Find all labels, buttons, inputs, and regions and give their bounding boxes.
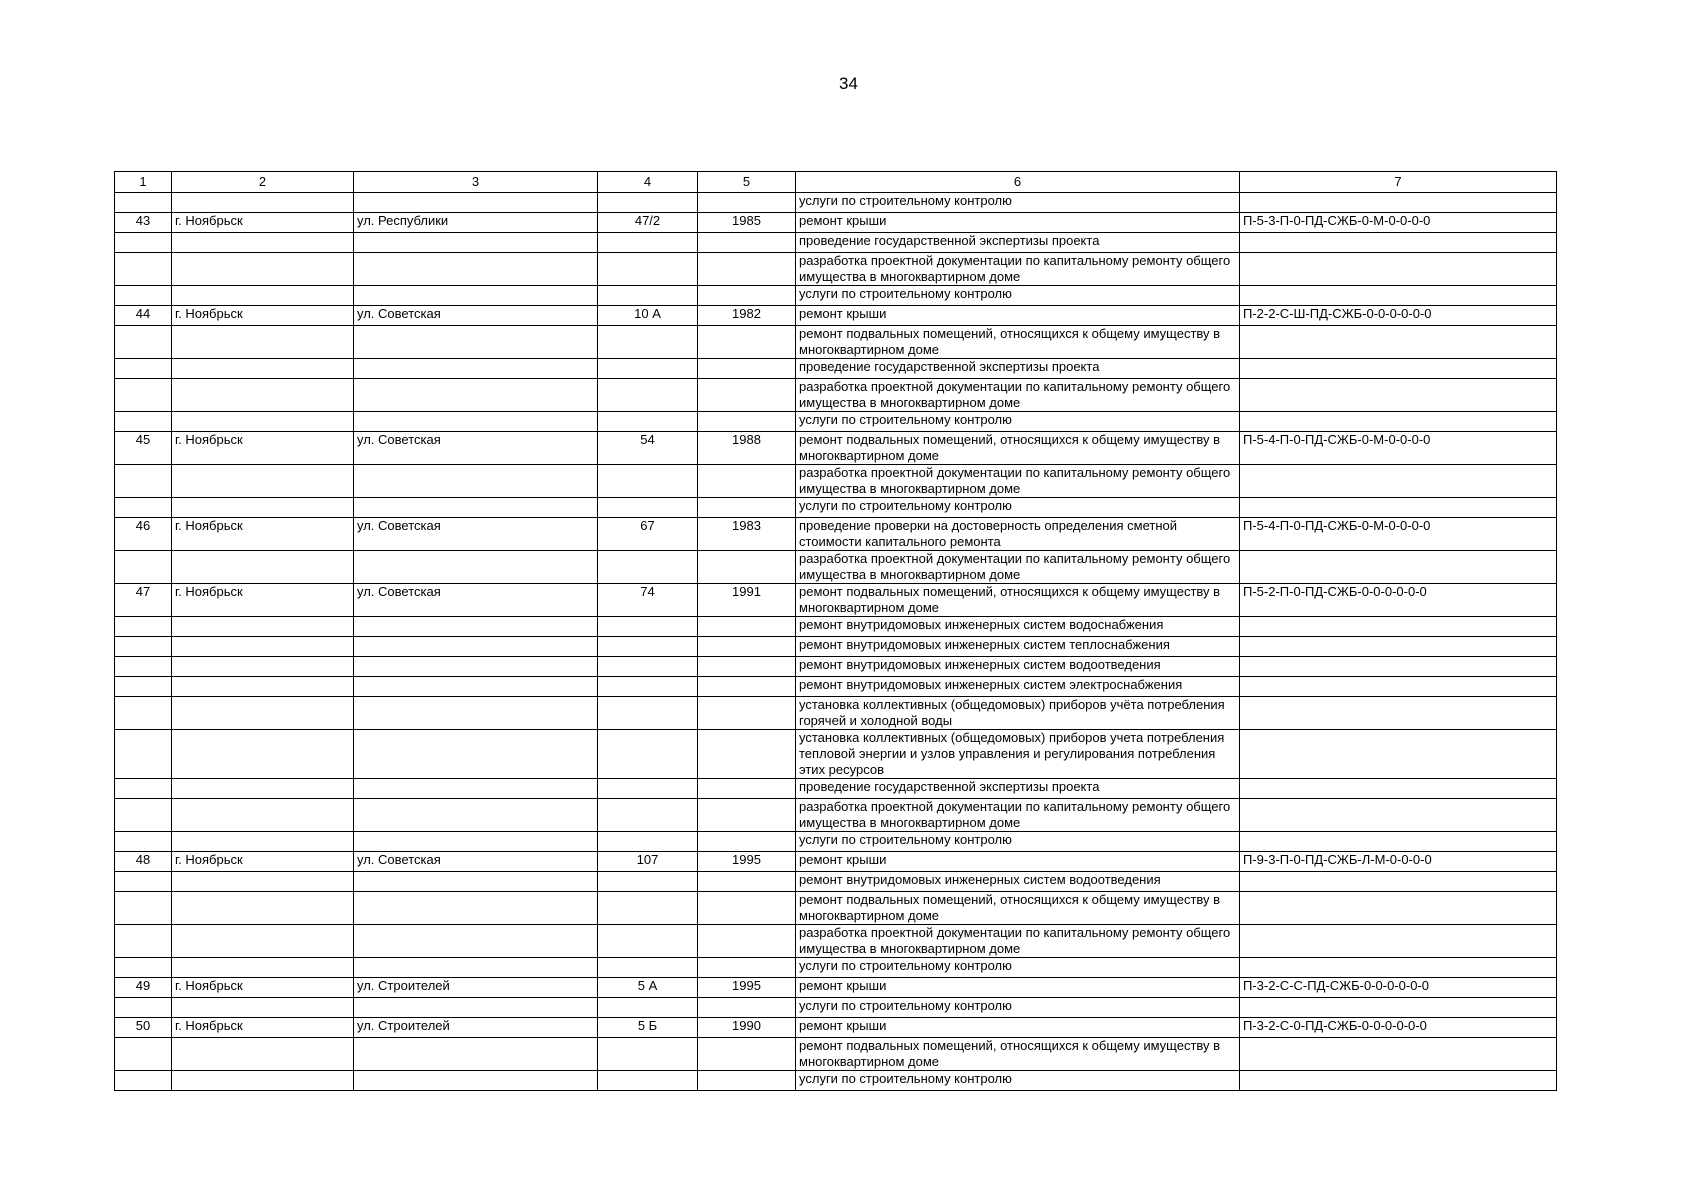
row-number (115, 892, 172, 925)
building-code-cell (1240, 637, 1557, 657)
table-row (115, 432, 1557, 465)
house-number-cell (598, 799, 698, 832)
house-number-cell (598, 958, 698, 978)
row-number (115, 1038, 172, 1071)
house-number-cell: 5 А (598, 978, 698, 998)
work-type-cell: ремонт подвальных помещений, относящихся к общему имуществу в многоквартирном доме (796, 584, 1240, 617)
city-cell (172, 1071, 354, 1091)
street-cell (354, 498, 598, 518)
table-row (115, 697, 1557, 730)
table-row (115, 617, 1557, 637)
street-cell (354, 193, 598, 213)
city-cell (172, 637, 354, 657)
year-built-cell (698, 799, 796, 832)
building-code-cell (1240, 551, 1557, 584)
year-built-cell (698, 730, 796, 779)
city-cell (172, 779, 354, 799)
city-cell: г. Ноябрьск (172, 518, 354, 551)
row-number (115, 657, 172, 677)
street-cell (354, 412, 598, 432)
row-number: 45 (115, 432, 172, 465)
city-cell (172, 1038, 354, 1071)
city-cell (172, 286, 354, 306)
row-number (115, 832, 172, 852)
row-number: 46 (115, 518, 172, 551)
building-code-cell (1240, 925, 1557, 958)
house-number-cell (598, 730, 698, 779)
street-cell (354, 1038, 598, 1071)
year-built-cell (698, 379, 796, 412)
building-code-cell (1240, 779, 1557, 799)
house-number-cell (598, 465, 698, 498)
street-cell (354, 379, 598, 412)
year-built-cell (698, 1071, 796, 1091)
street-cell (354, 697, 598, 730)
street-cell (354, 779, 598, 799)
work-type-cell: ремонт подвальных помещений, относящихся к общему имуществу в многоквартирном доме (796, 326, 1240, 359)
street-cell (354, 326, 598, 359)
street-cell (354, 892, 598, 925)
work-type-cell: ремонт крыши (796, 978, 1240, 998)
building-code-cell: П-5-3-П-0-ПД-СЖБ-0-М-0-0-0-0 (1240, 213, 1557, 233)
house-number-cell (598, 233, 698, 253)
street-cell (354, 677, 598, 697)
table-row (115, 359, 1557, 379)
row-number (115, 998, 172, 1018)
year-built-cell (698, 498, 796, 518)
house-number-cell (598, 637, 698, 657)
street-cell (354, 799, 598, 832)
building-code-cell (1240, 697, 1557, 730)
house-number-cell (598, 286, 698, 306)
year-built-cell (698, 637, 796, 657)
work-type-cell: ремонт крыши (796, 213, 1240, 233)
building-code-cell (1240, 326, 1557, 359)
table-row (115, 213, 1557, 233)
table-row (115, 518, 1557, 551)
building-code-cell (1240, 1038, 1557, 1071)
table-row (115, 892, 1557, 925)
table-row (115, 958, 1557, 978)
row-number (115, 958, 172, 978)
year-built-cell (698, 697, 796, 730)
work-type-cell: услуги по строительному контролю (796, 412, 1240, 432)
table-row (115, 872, 1557, 892)
table-row (115, 978, 1557, 998)
table-row (115, 1071, 1557, 1091)
year-built-cell (698, 359, 796, 379)
row-number (115, 193, 172, 213)
street-cell: ул. Советская (354, 432, 598, 465)
street-cell (354, 730, 598, 779)
building-code-cell: П-5-4-П-0-ПД-СЖБ-0-М-0-0-0-0 (1240, 432, 1557, 465)
year-built-cell: 1988 (698, 432, 796, 465)
building-code-cell (1240, 677, 1557, 697)
year-built-cell (698, 193, 796, 213)
work-type-cell: ремонт внутридомовых инженерных систем теплоснабжения (796, 637, 1240, 657)
table-row (115, 551, 1557, 584)
street-cell (354, 1071, 598, 1091)
building-code-cell (1240, 998, 1557, 1018)
house-number-cell: 67 (598, 518, 698, 551)
street-cell: ул. Советская (354, 518, 598, 551)
column-header-3: 3 (354, 172, 598, 193)
table-body (115, 193, 1557, 1091)
building-code-cell (1240, 253, 1557, 286)
year-built-cell (698, 872, 796, 892)
city-cell (172, 730, 354, 779)
row-number (115, 551, 172, 584)
work-type-cell: услуги по строительному контролю (796, 998, 1240, 1018)
year-built-cell (698, 998, 796, 1018)
table-row (115, 253, 1557, 286)
city-cell (172, 872, 354, 892)
street-cell: ул. Строителей (354, 978, 598, 998)
city-cell (172, 253, 354, 286)
work-type-cell: услуги по строительному контролю (796, 498, 1240, 518)
year-built-cell: 1982 (698, 306, 796, 326)
house-number-cell (598, 253, 698, 286)
work-type-cell: проведение государственной экспертизы проекта (796, 779, 1240, 799)
table-row (115, 677, 1557, 697)
work-type-cell: разработка проектной документации по капитальному ремонту общего имущества в многоквартирном доме (796, 379, 1240, 412)
city-cell (172, 412, 354, 432)
row-number (115, 465, 172, 498)
building-code-cell: П-2-2-С-Ш-ПД-СЖБ-0-0-0-0-0-0 (1240, 306, 1557, 326)
row-number (115, 617, 172, 637)
year-built-cell (698, 412, 796, 432)
building-code-cell (1240, 617, 1557, 637)
house-number-cell (598, 779, 698, 799)
work-type-cell: проведение проверки на достоверность определения сметной стоимости капитального ремонта (796, 518, 1240, 551)
row-number (115, 253, 172, 286)
row-number (115, 1071, 172, 1091)
row-number (115, 326, 172, 359)
house-number-cell (598, 326, 698, 359)
building-code-cell (1240, 286, 1557, 306)
building-code-cell (1240, 233, 1557, 253)
table-row (115, 637, 1557, 657)
work-type-cell: проведение государственной экспертизы проекта (796, 233, 1240, 253)
house-number-cell (598, 359, 698, 379)
year-built-cell (698, 551, 796, 584)
year-built-cell (698, 779, 796, 799)
work-type-cell: услуги по строительному контролю (796, 1071, 1240, 1091)
table-row (115, 306, 1557, 326)
row-number (115, 379, 172, 412)
work-type-cell: ремонт крыши (796, 1018, 1240, 1038)
row-number (115, 872, 172, 892)
house-number-cell (598, 925, 698, 958)
work-type-cell: услуги по строительному контролю (796, 832, 1240, 852)
street-cell (354, 359, 598, 379)
building-code-cell (1240, 730, 1557, 779)
year-built-cell: 1985 (698, 213, 796, 233)
header-row (115, 172, 1557, 193)
house-number-cell (598, 498, 698, 518)
building-code-cell (1240, 498, 1557, 518)
year-built-cell (698, 958, 796, 978)
work-type-cell: ремонт крыши (796, 306, 1240, 326)
city-cell (172, 832, 354, 852)
table-row (115, 498, 1557, 518)
street-cell (354, 832, 598, 852)
table-row (115, 412, 1557, 432)
row-number: 43 (115, 213, 172, 233)
row-number: 44 (115, 306, 172, 326)
table-row (115, 379, 1557, 412)
work-type-cell: ремонт внутридомовых инженерных систем водоотведения (796, 657, 1240, 677)
work-type-cell: ремонт подвальных помещений, относящихся к общему имуществу в многоквартирном доме (796, 892, 1240, 925)
work-type-cell: ремонт подвальных помещений, относящихся к общему имуществу в многоквартирном доме (796, 432, 1240, 465)
building-code-cell (1240, 958, 1557, 978)
work-type-cell: установка коллективных (общедомовых) приборов учёта потребления горячей и холодной воды (796, 697, 1240, 730)
street-cell (354, 286, 598, 306)
street-cell: ул. Советская (354, 306, 598, 326)
building-code-cell: П-9-3-П-0-ПД-СЖБ-Л-М-0-0-0-0 (1240, 852, 1557, 872)
house-number-cell (598, 551, 698, 584)
work-type-cell: ремонт внутридомовых инженерных систем водоснабжения (796, 617, 1240, 637)
city-cell (172, 359, 354, 379)
street-cell: ул. Республики (354, 213, 598, 233)
building-code-cell (1240, 657, 1557, 677)
repair-program-table (114, 171, 1557, 1091)
row-number (115, 799, 172, 832)
row-number (115, 412, 172, 432)
table-row (115, 193, 1557, 213)
row-number (115, 730, 172, 779)
year-built-cell: 1995 (698, 978, 796, 998)
row-number (115, 779, 172, 799)
house-number-cell (598, 1038, 698, 1071)
column-header-6: 6 (796, 172, 1240, 193)
year-built-cell (698, 465, 796, 498)
building-code-cell (1240, 193, 1557, 213)
work-type-cell: ремонт внутридомовых инженерных систем электроснабжения (796, 677, 1240, 697)
work-type-cell: разработка проектной документации по капитальному ремонту общего имущества в многоквартирном доме (796, 465, 1240, 498)
house-number-cell: 10 А (598, 306, 698, 326)
row-number (115, 498, 172, 518)
house-number-cell: 5 Б (598, 1018, 698, 1038)
table-row (115, 779, 1557, 799)
building-code-cell (1240, 872, 1557, 892)
year-built-cell (698, 832, 796, 852)
house-number-cell (598, 379, 698, 412)
year-built-cell: 1990 (698, 1018, 796, 1038)
city-cell (172, 379, 354, 412)
street-cell (354, 872, 598, 892)
street-cell (354, 925, 598, 958)
city-cell: г. Ноябрьск (172, 1018, 354, 1038)
house-number-cell (598, 872, 698, 892)
year-built-cell (698, 1038, 796, 1071)
row-number: 49 (115, 978, 172, 998)
table-row (115, 233, 1557, 253)
city-cell (172, 233, 354, 253)
table-row (115, 465, 1557, 498)
building-code-cell (1240, 359, 1557, 379)
house-number-cell: 74 (598, 584, 698, 617)
work-type-cell: разработка проектной документации по капитальному ремонту общего имущества в многоквартирном доме (796, 551, 1240, 584)
street-cell (354, 958, 598, 978)
house-number-cell (598, 892, 698, 925)
table-row (115, 657, 1557, 677)
table-row (115, 832, 1557, 852)
house-number-cell (598, 697, 698, 730)
city-cell (172, 657, 354, 677)
work-type-cell: разработка проектной документации по капитальному ремонту общего имущества в многоквартирном доме (796, 799, 1240, 832)
work-type-cell: услуги по строительному контролю (796, 286, 1240, 306)
year-built-cell (698, 657, 796, 677)
table-row (115, 1018, 1557, 1038)
year-built-cell (698, 617, 796, 637)
row-number (115, 677, 172, 697)
city-cell: г. Ноябрьск (172, 213, 354, 233)
table-row (115, 584, 1557, 617)
work-type-cell: услуги по строительному контролю (796, 193, 1240, 213)
column-header-7: 7 (1240, 172, 1557, 193)
house-number-cell (598, 657, 698, 677)
row-number: 47 (115, 584, 172, 617)
building-code-cell: П-3-2-С-0-ПД-СЖБ-0-0-0-0-0-0 (1240, 1018, 1557, 1038)
street-cell (354, 253, 598, 286)
building-code-cell: П-5-4-П-0-ПД-СЖБ-0-М-0-0-0-0 (1240, 518, 1557, 551)
row-number: 48 (115, 852, 172, 872)
city-cell: г. Ноябрьск (172, 978, 354, 998)
house-number-cell (598, 832, 698, 852)
row-number: 50 (115, 1018, 172, 1038)
table-row (115, 852, 1557, 872)
work-type-cell: ремонт подвальных помещений, относящихся к общему имуществу в многоквартирном доме (796, 1038, 1240, 1071)
city-cell: г. Ноябрьск (172, 852, 354, 872)
house-number-cell: 47/2 (598, 213, 698, 233)
row-number (115, 359, 172, 379)
column-header-5: 5 (698, 172, 796, 193)
row-number (115, 233, 172, 253)
table-row (115, 286, 1557, 306)
year-built-cell (698, 677, 796, 697)
column-header-1: 1 (115, 172, 172, 193)
city-cell (172, 697, 354, 730)
row-number (115, 697, 172, 730)
house-number-cell (598, 412, 698, 432)
year-built-cell: 1983 (698, 518, 796, 551)
row-number (115, 286, 172, 306)
building-code-cell (1240, 892, 1557, 925)
street-cell: ул. Советская (354, 584, 598, 617)
year-built-cell (698, 892, 796, 925)
table-row (115, 925, 1557, 958)
row-number (115, 925, 172, 958)
year-built-cell (698, 925, 796, 958)
house-number-cell (598, 1071, 698, 1091)
page-number: 34 (839, 74, 858, 93)
city-cell (172, 958, 354, 978)
city-cell: г. Ноябрьск (172, 306, 354, 326)
street-cell: ул. Советская (354, 852, 598, 872)
street-cell (354, 617, 598, 637)
work-type-cell: разработка проектной документации по капитальному ремонту общего имущества в многоквартирном доме (796, 253, 1240, 286)
work-type-cell: услуги по строительному контролю (796, 958, 1240, 978)
city-cell (172, 998, 354, 1018)
year-built-cell (698, 326, 796, 359)
house-number-cell (598, 998, 698, 1018)
city-cell (172, 326, 354, 359)
city-cell (172, 551, 354, 584)
table-row (115, 1038, 1557, 1071)
building-code-cell (1240, 379, 1557, 412)
street-cell (354, 233, 598, 253)
building-code-cell (1240, 799, 1557, 832)
street-cell: ул. Строителей (354, 1018, 598, 1038)
house-number-cell: 54 (598, 432, 698, 465)
year-built-cell (698, 233, 796, 253)
work-type-cell: ремонт внутридомовых инженерных систем водоотведения (796, 872, 1240, 892)
building-code-cell (1240, 412, 1557, 432)
city-cell (172, 799, 354, 832)
column-header-4: 4 (598, 172, 698, 193)
city-cell (172, 925, 354, 958)
city-cell (172, 498, 354, 518)
street-cell (354, 465, 598, 498)
row-number (115, 637, 172, 657)
house-number-cell (598, 193, 698, 213)
street-cell (354, 637, 598, 657)
city-cell (172, 617, 354, 637)
street-cell (354, 998, 598, 1018)
building-code-cell (1240, 832, 1557, 852)
work-type-cell: проведение государственной экспертизы проекта (796, 359, 1240, 379)
city-cell (172, 465, 354, 498)
table-row (115, 326, 1557, 359)
house-number-cell: 107 (598, 852, 698, 872)
building-code-cell: П-3-2-С-С-ПД-СЖБ-0-0-0-0-0-0 (1240, 978, 1557, 998)
year-built-cell (698, 253, 796, 286)
street-cell (354, 657, 598, 677)
building-code-cell (1240, 465, 1557, 498)
city-cell (172, 677, 354, 697)
year-built-cell (698, 286, 796, 306)
work-type-cell: ремонт крыши (796, 852, 1240, 872)
building-code-cell (1240, 1071, 1557, 1091)
table-row (115, 730, 1557, 779)
table-row (115, 799, 1557, 832)
city-cell: г. Ноябрьск (172, 584, 354, 617)
year-built-cell: 1991 (698, 584, 796, 617)
work-type-cell: разработка проектной документации по капитальному ремонту общего имущества в многоквартирном доме (796, 925, 1240, 958)
building-code-cell: П-5-2-П-0-ПД-СЖБ-0-0-0-0-0-0 (1240, 584, 1557, 617)
city-cell: г. Ноябрьск (172, 432, 354, 465)
city-cell (172, 892, 354, 925)
street-cell (354, 551, 598, 584)
house-number-cell (598, 677, 698, 697)
house-number-cell (598, 617, 698, 637)
year-built-cell: 1995 (698, 852, 796, 872)
column-header-2: 2 (172, 172, 354, 193)
table-row (115, 998, 1557, 1018)
work-type-cell: установка коллективных (общедомовых) приборов учета потребления тепловой энергии и узлов управления и регулирования потребления этих ресурсов (796, 730, 1240, 779)
city-cell (172, 193, 354, 213)
